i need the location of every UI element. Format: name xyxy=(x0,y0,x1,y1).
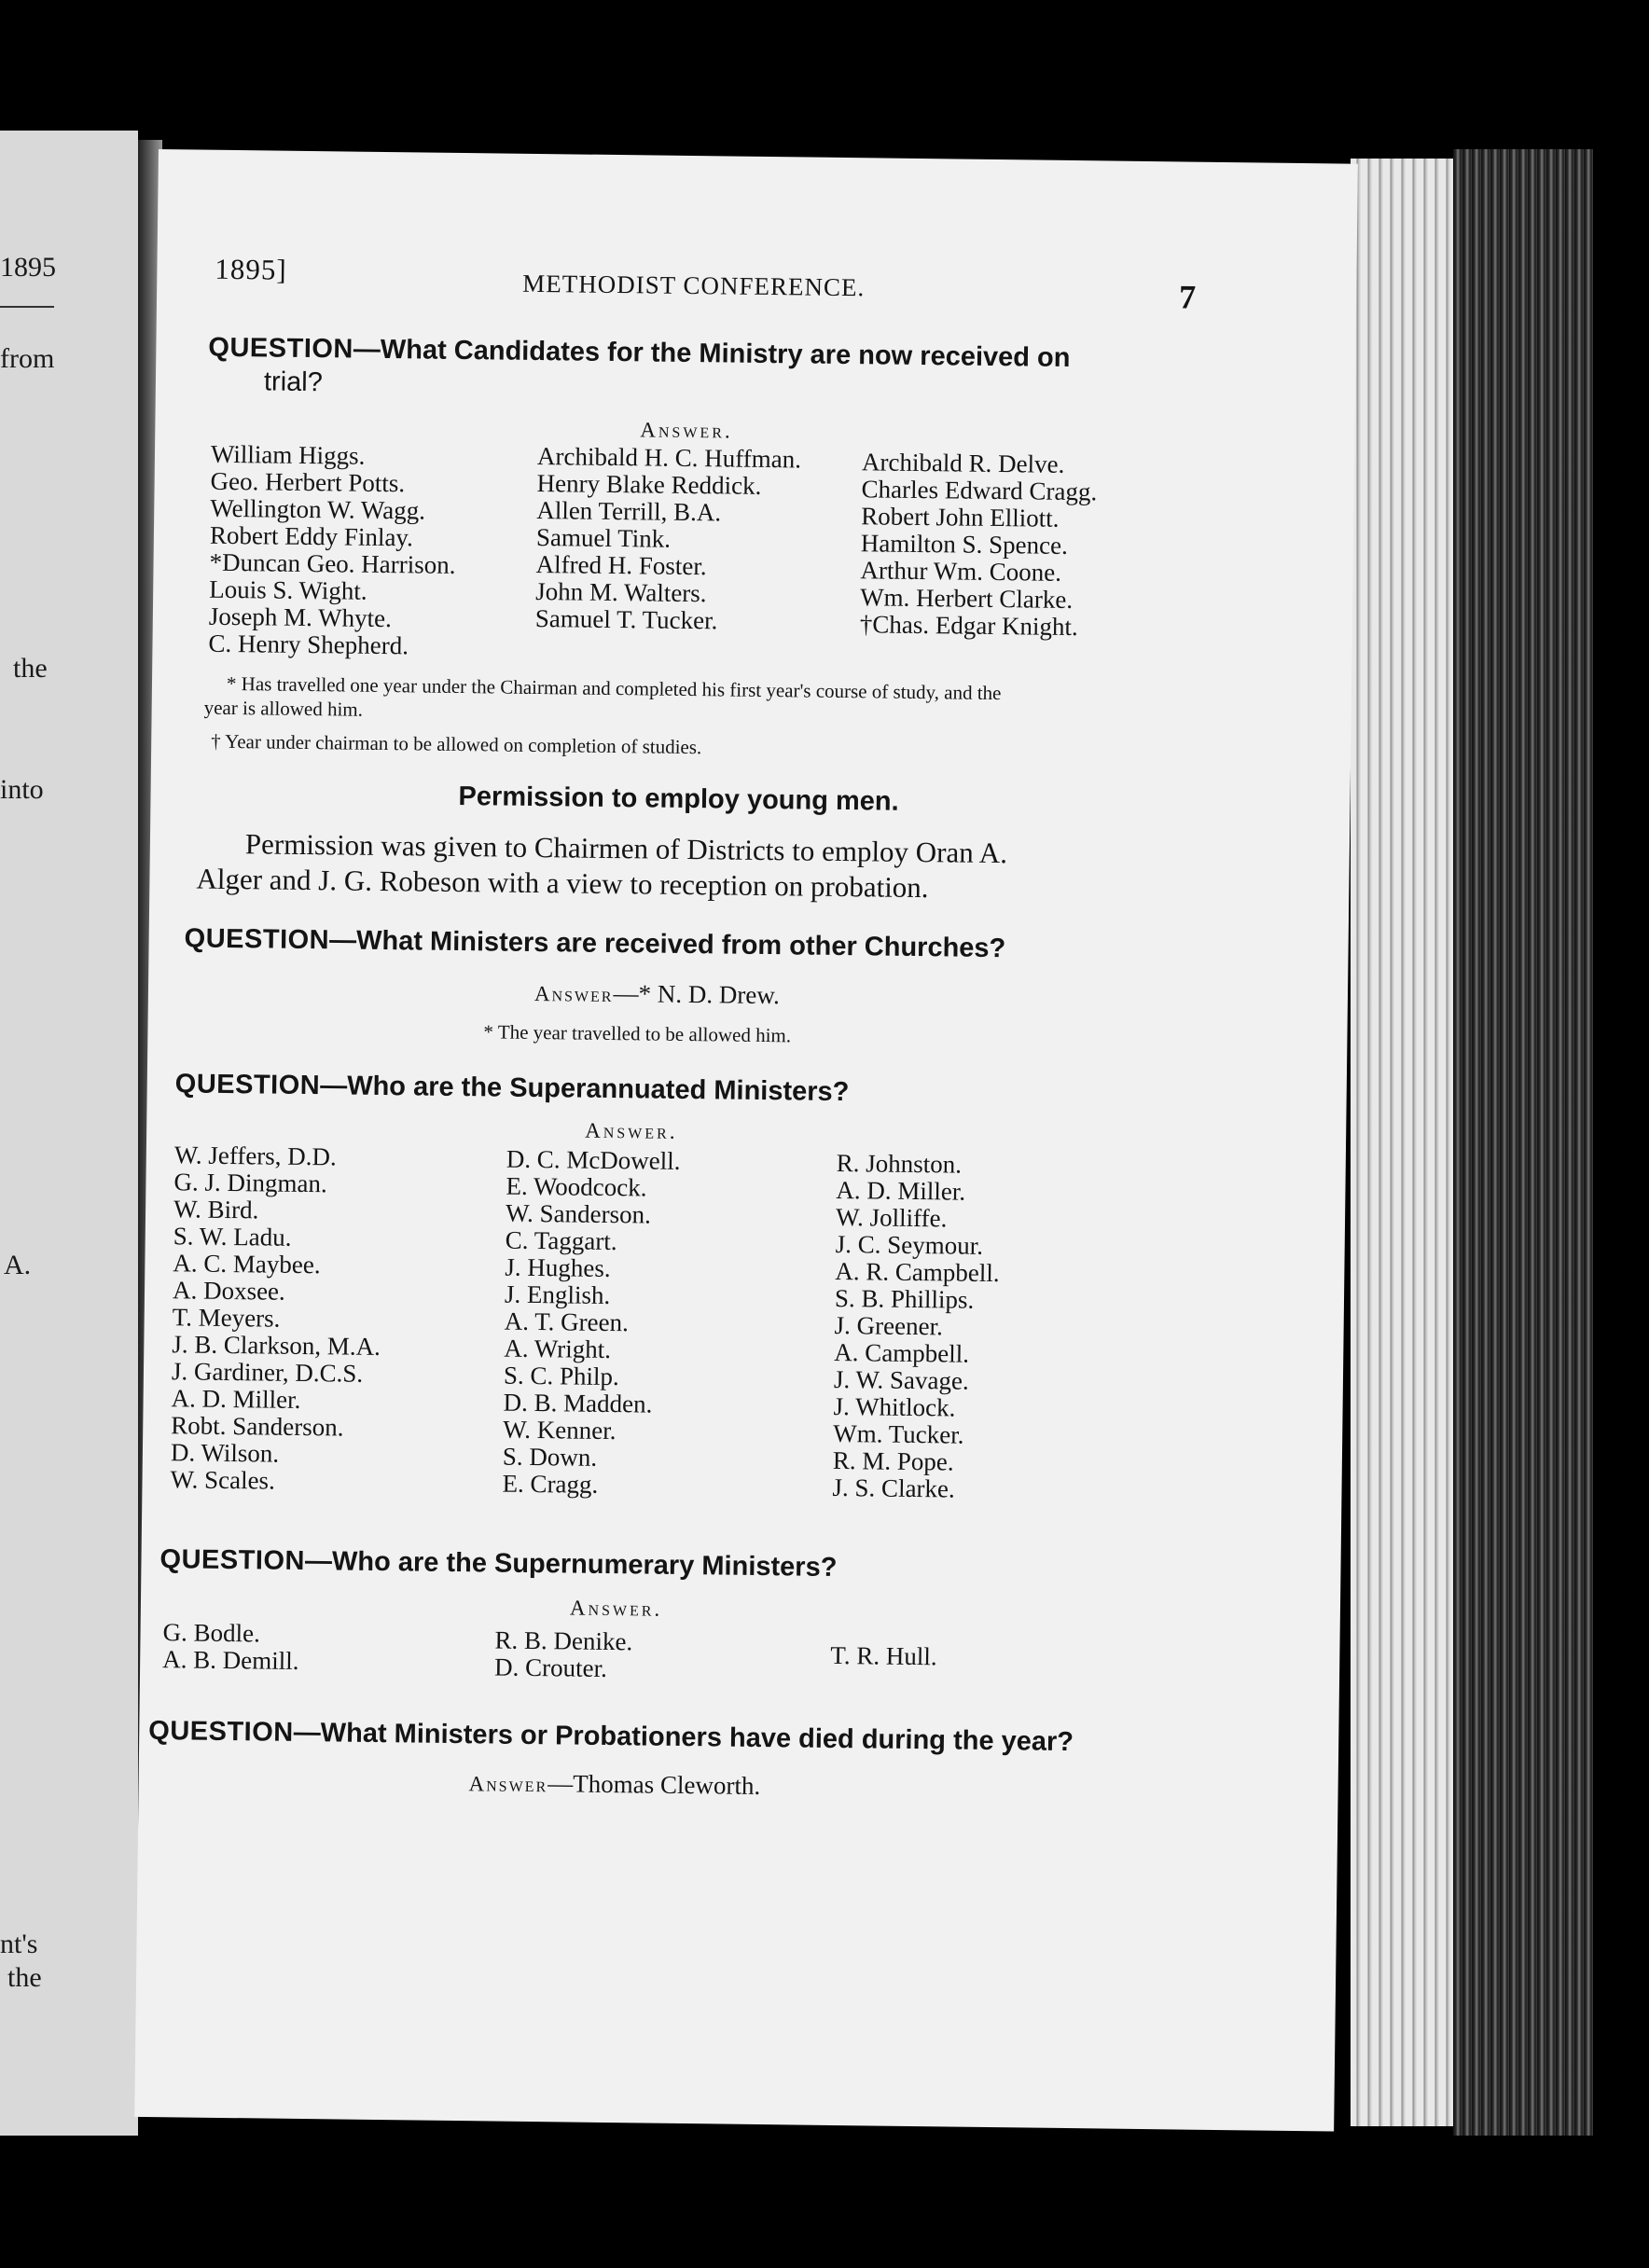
left-fragment: A. xyxy=(4,1250,32,1280)
candidates-col-3 xyxy=(860,449,1098,641)
left-fragment: into xyxy=(0,774,44,805)
question-lead: QUESTION xyxy=(174,1069,321,1101)
candidates-col-2 xyxy=(535,443,801,635)
list-item: J. Hughes. xyxy=(505,1252,611,1283)
left-fragment: from xyxy=(0,343,55,374)
list-item: J. W. Savage. xyxy=(833,1364,969,1395)
list-item: R. M. Pope. xyxy=(832,1445,954,1476)
question-text: —Who are the Superannuated Ministers? xyxy=(320,1071,850,1108)
list-item: A. B. Demill. xyxy=(162,1645,299,1675)
book-cover-edge xyxy=(1453,149,1593,2136)
list-item: W. Kenner. xyxy=(503,1415,617,1445)
supernumerary-col-2 xyxy=(494,1627,632,1683)
list-item: G. J. Dingman. xyxy=(173,1168,327,1198)
list-item: A. T. Green. xyxy=(504,1307,630,1337)
list-item: Samuel T. Tucker. xyxy=(534,603,718,635)
supernumerary-col-3 xyxy=(830,1642,937,1670)
list-item: J. Whitlock. xyxy=(833,1391,956,1422)
list-item: †Chas. Edgar Knight. xyxy=(859,610,1078,642)
answer-label: Answer. xyxy=(569,1596,663,1621)
answer-line xyxy=(468,1768,760,1801)
candidates-col-1 xyxy=(208,441,457,660)
list-item: D. B. Madden. xyxy=(503,1388,653,1418)
list-item: Geo. Herbert Potts. xyxy=(210,466,406,498)
list-item: W. Scales. xyxy=(170,1465,275,1495)
answer-value: —Thomas Cleworth. xyxy=(547,1769,761,1801)
list-item: J. C. Seymour. xyxy=(835,1229,984,1260)
list-item: E. Woodcock. xyxy=(506,1171,647,1202)
superannuated-col-1 xyxy=(170,1141,382,1496)
list-item: D. Crouter. xyxy=(493,1653,608,1682)
list-item: W. Bird. xyxy=(173,1195,259,1224)
question-other-churches xyxy=(184,923,1005,964)
question-superannuated xyxy=(175,1069,850,1108)
question-lead: QUESTION xyxy=(148,1715,294,1748)
list-item: G. Bodle. xyxy=(162,1618,260,1648)
list-item: D. Wilson. xyxy=(170,1438,280,1468)
list-item: E. Cragg. xyxy=(502,1469,599,1499)
permission-paragraph: Permission was given to Chairmen of Districts to employ Oran A. xyxy=(244,827,1008,870)
left-fragment: the xyxy=(13,653,48,684)
list-item: Wm. Tucker. xyxy=(833,1418,964,1449)
superannuated-col-2 xyxy=(502,1146,680,1500)
list-item: J. S. Clarke. xyxy=(832,1473,955,1503)
page-number: 7 xyxy=(1178,278,1197,316)
left-page-fragment xyxy=(0,131,138,2136)
question-supernumerary xyxy=(159,1544,837,1583)
list-item: A. Campbell. xyxy=(834,1337,970,1368)
running-head-title: METHODIST CONFERENCE. xyxy=(522,269,866,302)
list-item: A. Doxsee. xyxy=(172,1276,285,1306)
list-item: A. D. Miller. xyxy=(836,1175,966,1206)
list-item: Wellington W. Wagg. xyxy=(210,493,426,525)
list-item: A. D. Miller. xyxy=(171,1384,301,1414)
list-item: A. C. Maybee. xyxy=(173,1249,321,1279)
list-item: Louis S. Wight. xyxy=(209,574,367,605)
list-item: S. C. Philp. xyxy=(503,1361,619,1391)
footnote: year is allowed him. xyxy=(203,696,364,721)
question-lead: QUESTION xyxy=(208,332,354,365)
main-page xyxy=(134,149,1358,2132)
left-fragment: nt's xyxy=(0,1929,38,1959)
list-item: J. B. Clarkson, M.A. xyxy=(172,1330,381,1362)
list-item: W. Jeffers, D.D. xyxy=(173,1141,337,1171)
question-candidates xyxy=(208,333,1070,374)
running-head-year: 1895] xyxy=(215,252,287,286)
list-item: A. R. Campbell. xyxy=(835,1256,1000,1288)
answer-label: Answer. xyxy=(640,418,733,443)
list-item: T. Meyers. xyxy=(172,1303,281,1333)
answer-value: —* N. D. Drew. xyxy=(613,979,780,1010)
list-item: Wm. Herbert Clarke. xyxy=(860,583,1074,615)
page-edges xyxy=(1351,159,1453,2126)
list-item: Archibald H. C. Huffman. xyxy=(536,441,802,474)
question-text: —Who are the Supernumerary Ministers? xyxy=(304,1546,838,1583)
list-item: J. Gardiner, D.C.S. xyxy=(171,1357,364,1388)
supernumerary-col-1 xyxy=(162,1619,299,1675)
list-item: W. Sanderson. xyxy=(505,1198,652,1229)
list-item: T. R. Hull. xyxy=(830,1640,937,1671)
list-item: R. Johnston. xyxy=(836,1148,963,1179)
list-item: R. B. Denike. xyxy=(494,1625,633,1656)
left-rule xyxy=(0,306,54,308)
list-item: J. Greener. xyxy=(834,1310,944,1341)
list-item: Robert Eddy Finlay. xyxy=(209,520,414,552)
question-deceased xyxy=(148,1716,1074,1758)
list-item: A. Wright. xyxy=(504,1334,612,1364)
question-text: —What Candidates for the Ministry are now received on xyxy=(353,334,1071,373)
list-item: Henry Blake Reddick. xyxy=(536,468,762,500)
list-item: Samuel Tink. xyxy=(535,522,672,553)
list-item: John M. Walters. xyxy=(535,576,707,608)
list-item: Joseph M. Whyte. xyxy=(208,602,393,633)
question-text: —What Ministers or Probationers have died during the year? xyxy=(293,1717,1074,1758)
list-item: W. Jolliffe. xyxy=(835,1202,948,1233)
list-item: *Duncan Geo. Harrison. xyxy=(209,547,456,579)
list-item: Robert John Elliott. xyxy=(861,502,1060,532)
footnote: * Has travelled one year under the Chairman and completed his first year's course of study, and the xyxy=(226,671,1002,705)
superannuated-col-3 xyxy=(832,1150,1001,1503)
list-item: William Higgs. xyxy=(210,439,366,470)
question-lead: QUESTION xyxy=(184,923,330,956)
list-item: Alfred H. Foster. xyxy=(535,549,707,581)
list-item: Allen Terrill, B.A. xyxy=(536,495,722,527)
left-fragment: 1895 xyxy=(0,252,56,283)
answer-label: Answer xyxy=(468,1772,548,1797)
list-item: C. Taggart. xyxy=(505,1225,617,1256)
answer-line xyxy=(534,978,780,1010)
question-lead: QUESTION xyxy=(159,1544,306,1577)
list-item: Archibald R. Delve. xyxy=(861,448,1065,478)
left-fragment: the xyxy=(7,1962,42,1993)
list-item: J. English. xyxy=(504,1279,611,1310)
footnote: * The year travelled to be allowed him. xyxy=(483,1020,792,1047)
list-item: Charles Edward Cragg. xyxy=(861,475,1098,506)
list-item: Arthur Wm. Coone. xyxy=(860,556,1062,587)
question-candidates-cont: trial? xyxy=(263,366,324,398)
list-item: D. C. McDowell. xyxy=(506,1144,681,1175)
permission-paragraph: Alger and J. G. Robeson with a view to reception on probation. xyxy=(196,862,929,905)
list-item: Robt. Sanderson. xyxy=(171,1411,344,1442)
answer-label: Answer. xyxy=(585,1118,678,1143)
list-item: Hamilton S. Spence. xyxy=(860,529,1069,560)
answer-label: Answer xyxy=(534,981,614,1007)
list-item: C. Henry Shepherd. xyxy=(208,629,409,660)
question-text: —What Ministers are received from other Churches? xyxy=(328,925,1006,964)
list-item: S. Down. xyxy=(502,1442,598,1472)
permission-heading: Permission to employ young men. xyxy=(458,781,899,817)
list-item: S. W. Ladu. xyxy=(173,1222,292,1252)
footnote: † Year under chairman to be allowed on completion of studies. xyxy=(211,729,702,759)
list-item: S. B. Phillips. xyxy=(834,1283,975,1314)
